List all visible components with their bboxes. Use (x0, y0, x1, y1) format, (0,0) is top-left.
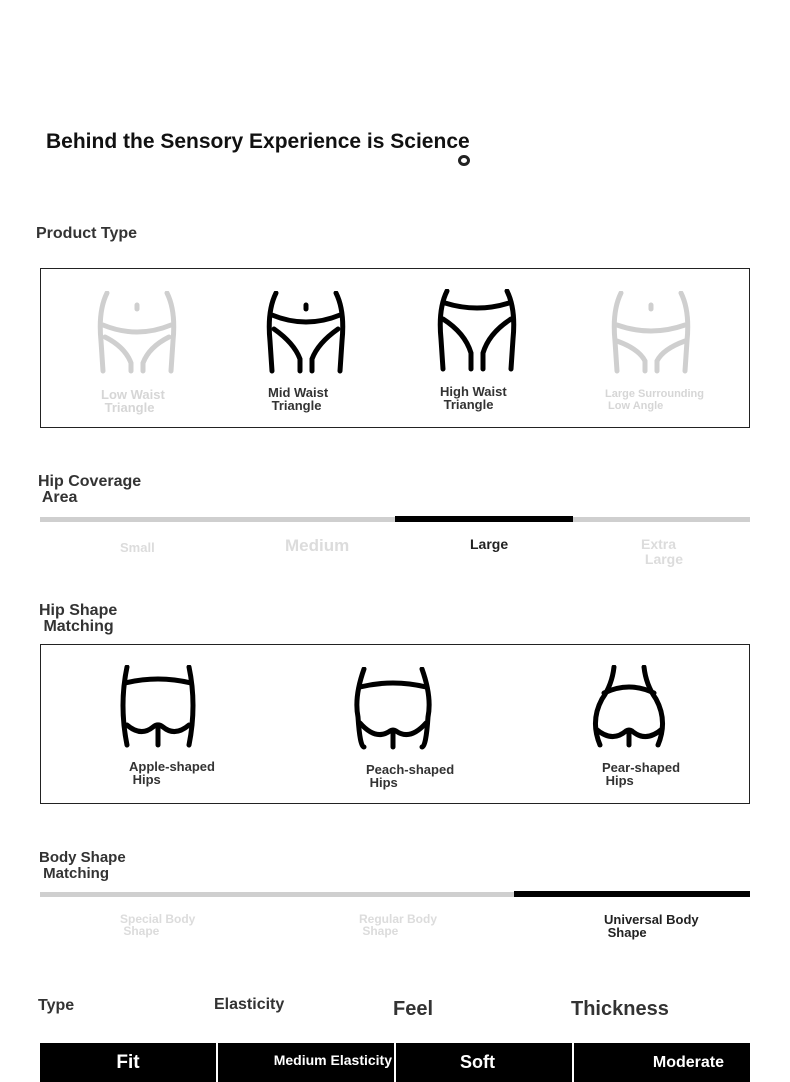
hip-shape-label: Hip Shape Matching (39, 602, 118, 635)
low-waist-triangle-icon (97, 291, 177, 375)
spec-value-type: Fit (40, 1043, 216, 1082)
hip-shape-apple-label: Apple-shaped Hips (129, 759, 215, 787)
body-shape-option-regular[interactable]: Regular Body Shape (359, 912, 438, 938)
apple-hips-icon (119, 665, 197, 749)
body-shape-selected-bar (514, 891, 750, 897)
body-shape-track[interactable] (40, 892, 750, 897)
large-surrounding-low-angle-icon (611, 291, 691, 375)
hip-shape-peach-label: Peach-shaped Hips (366, 762, 455, 790)
body-shape-label: Body Shape Matching (39, 849, 126, 882)
spec-header-elasticity: Elasticity (214, 996, 285, 1013)
hip-coverage-option-extra-large[interactable]: Extra Large (641, 536, 684, 567)
body-shape-option-universal[interactable]: Universal Body Shape (604, 912, 699, 940)
product-type-mid-waist[interactable] (266, 291, 346, 380)
hip-shape-pear-label: Pear-shaped Hips (602, 760, 681, 788)
hip-coverage-option-medium[interactable]: Medium (285, 536, 350, 555)
high-waist-triangle-icon (437, 289, 517, 373)
hip-coverage-option-large[interactable]: Large (470, 536, 509, 552)
product-type-high-waist[interactable] (437, 289, 517, 378)
mid-waist-triangle-icon (266, 291, 346, 375)
spec-header-thickness: Thickness (571, 998, 669, 1020)
product-type-low-waist-label: Low Waist Triangle (101, 387, 165, 415)
product-type-large-surrounding-label: Large Surrounding Low Angle (605, 388, 704, 412)
spec-value-feel: Soft (396, 1043, 572, 1082)
hip-shape-pear[interactable] (590, 665, 668, 754)
peach-hips-icon (354, 667, 432, 751)
page-title: Behind the Sensory Experience is Science (46, 130, 470, 153)
pear-hips-icon (590, 665, 668, 749)
spec-value-thickness: Moderate (574, 1043, 750, 1082)
body-shape-option-special[interactable]: Special Body Shape (120, 912, 196, 938)
product-type-panel (40, 268, 750, 428)
hip-shape-apple[interactable] (119, 665, 197, 754)
hip-shape-peach[interactable] (354, 667, 432, 756)
hip-coverage-track[interactable] (40, 517, 750, 522)
spec-value-elasticity: Medium Elasticity (218, 1043, 394, 1082)
hip-shape-panel (40, 644, 750, 804)
product-type-large-surrounding[interactable] (611, 291, 691, 380)
spec-header-feel: Feel (393, 998, 434, 1020)
hip-coverage-option-small[interactable]: Small (120, 540, 155, 555)
spec-header-type: Type (38, 997, 75, 1014)
loading-cursor-icon (458, 155, 470, 166)
product-type-label: Product Type (36, 225, 138, 242)
hip-coverage-label: Hip Coverage Area (38, 473, 142, 506)
hip-coverage-selected-bar (395, 516, 573, 522)
product-type-high-waist-label: High Waist Triangle (440, 384, 507, 412)
product-type-mid-waist-label: Mid Waist Triangle (268, 385, 329, 413)
product-type-low-waist[interactable] (97, 291, 177, 380)
